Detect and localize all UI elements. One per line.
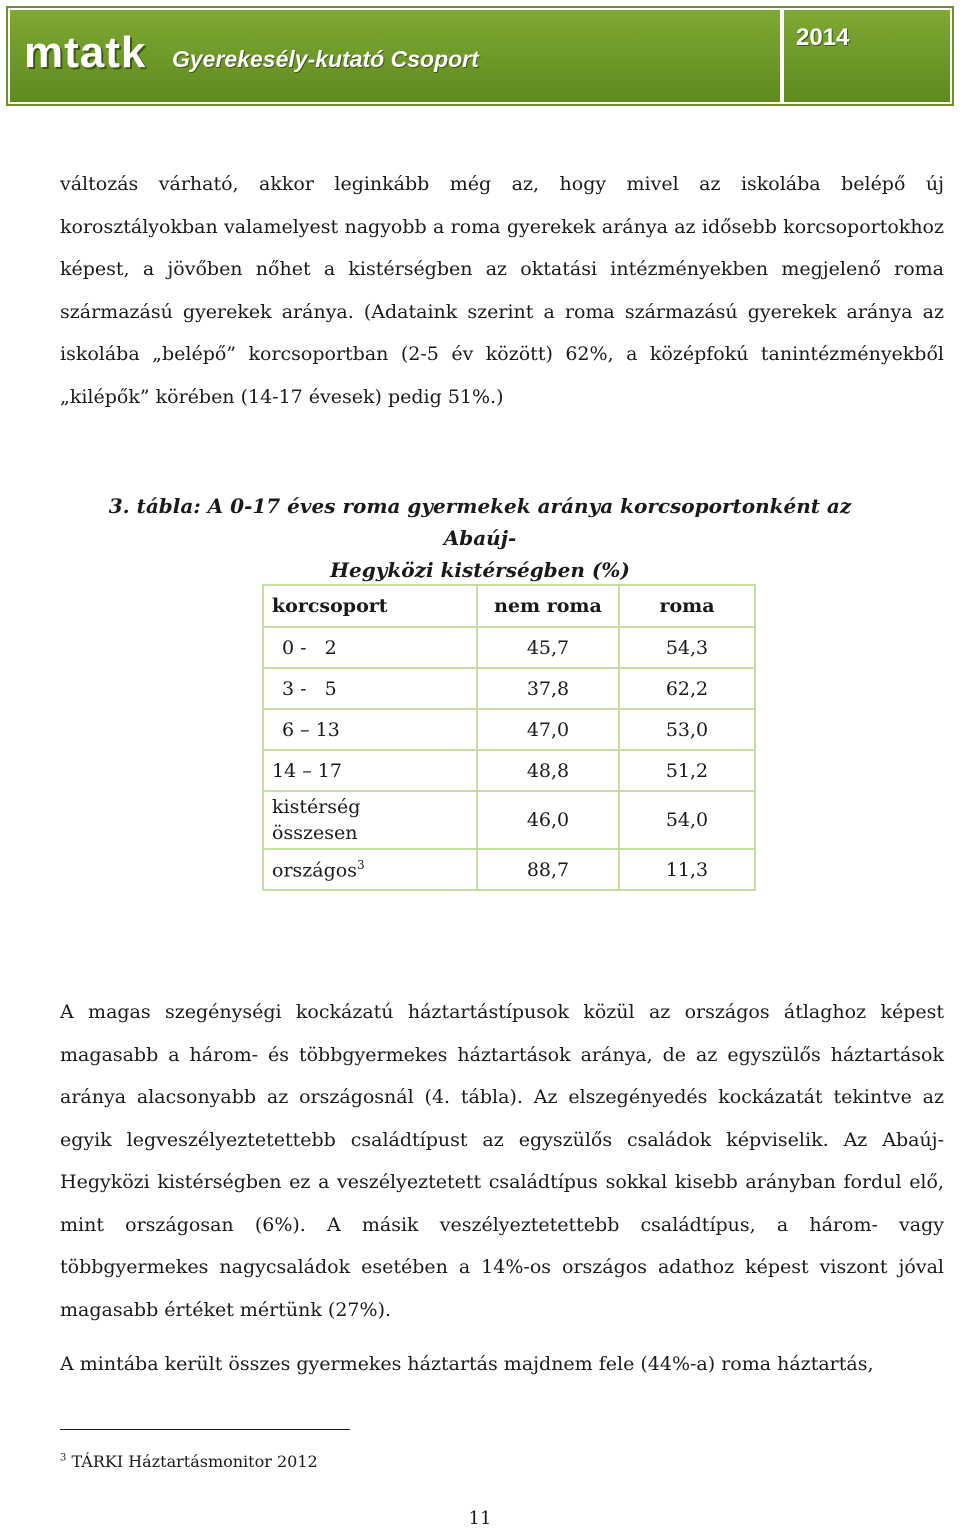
- footnote-ref[interactable]: 3: [356, 857, 365, 872]
- table-caption-line-2: Hegyközi kistérségben (%): [330, 558, 630, 582]
- table-caption-line-1: 3. tábla: A 0-17 éves roma gyermekek aránya korcsoportonként az Abaúj-: [108, 494, 852, 550]
- footnote-text: TÁRKI Háztartásmonitor 2012: [71, 1452, 318, 1471]
- body-paragraph-2: A magas szegénységi kockázatú háztartástípusok közül az országos átlaghoz képest magasabb a három- és többgyermekes háztartások aránya, de az egyszülős háztartások aránya alacsonyabb az országosnál (4. tábla). Az elszegényedés kockázatát tekintve az egyik legveszélyeztetettebb családtípust az egyszülős családok képviselik. Az Abaúj-Hegyközi kistérségben ez a veszélyeztetett családtípus sokkal kisebb arányban fordul elő, mint országosan (6%). A másik veszélyeztetettebb családtípus, a három- vagy többgyermekes nagycsaládok esetében a 14%-os országos adathoz képest viszont jóval magasabb értéket mértünk (27%).: [60, 1001, 944, 1321]
- row-value-roma: 54,3: [619, 627, 755, 668]
- page-header: [6, 6, 954, 106]
- header-banner: [10, 10, 780, 102]
- table-row: [263, 668, 755, 709]
- body-paragraph-3: A mintába került összes gyermekes háztartás majdnem fele (44%-a) roma háztartás,: [60, 1353, 874, 1375]
- row-value-nem-roma: 46,0: [477, 791, 619, 849]
- footnote-separator: [60, 1429, 350, 1430]
- row-value-nem-roma: 48,8: [477, 750, 619, 791]
- body-paragraph-1: változás várható, akkor leginkább még az, hogy mivel az iskolába belépő új korosztályokban valamelyest nagyobb a roma gyerekek aránya az idősebb korcsoportokhoz képest, a jövőben nőhet a kistérségben az oktatási intézményekben megjelenő roma származású gyerekek aránya. (Adataink szerint a roma származású gyerekek aránya az iskolába „belépő” korcsoportban (2-5 év között) 62%, a középfokú tanintézményekből „kilépők” körében (14-17 évesek) pedig 51%.): [60, 173, 944, 408]
- row-value-roma: 54,0: [619, 791, 755, 849]
- page-number: 11: [468, 1508, 492, 1529]
- row-label: 14 – 17: [263, 750, 477, 791]
- row-value-nem-roma: 88,7: [477, 849, 619, 890]
- row-value-nem-roma: 37,8: [477, 668, 619, 709]
- table-row: [263, 791, 755, 849]
- table-row: [263, 849, 755, 890]
- row-label: [263, 849, 477, 890]
- row-label-text: országos: [272, 859, 357, 882]
- row-label: [263, 791, 477, 849]
- table-row: [263, 750, 755, 791]
- header-year-box: [784, 10, 950, 102]
- row-label-text: kistérség összesen: [272, 796, 361, 844]
- table-caption: [100, 490, 860, 586]
- row-value-nem-roma: 47,0: [477, 709, 619, 750]
- header-nem-roma: nem roma: [477, 585, 619, 627]
- row-label: 6 – 13: [263, 709, 477, 750]
- table-row: [263, 709, 755, 750]
- header-org-name: Gyerekesély-kutató Csoport: [172, 46, 479, 72]
- table-header-row: [263, 585, 755, 627]
- footnote: [60, 1452, 318, 1471]
- header-korcsoport: korcsoport: [263, 585, 477, 627]
- age-group-table: [262, 584, 756, 891]
- row-value-roma: 51,2: [619, 750, 755, 791]
- row-value-roma: 53,0: [619, 709, 755, 750]
- row-value-nem-roma: 45,7: [477, 627, 619, 668]
- mtatk-logo: mtatk: [24, 28, 147, 77]
- table-row: [263, 627, 755, 668]
- row-value-roma: 62,2: [619, 668, 755, 709]
- row-label: 3 - 5: [263, 668, 477, 709]
- row-label: 0 - 2: [263, 627, 477, 668]
- header-roma: roma: [619, 585, 755, 627]
- header-year: 2014: [796, 24, 850, 51]
- footnote-number: 3: [60, 1452, 67, 1464]
- row-value-roma: 11,3: [619, 849, 755, 890]
